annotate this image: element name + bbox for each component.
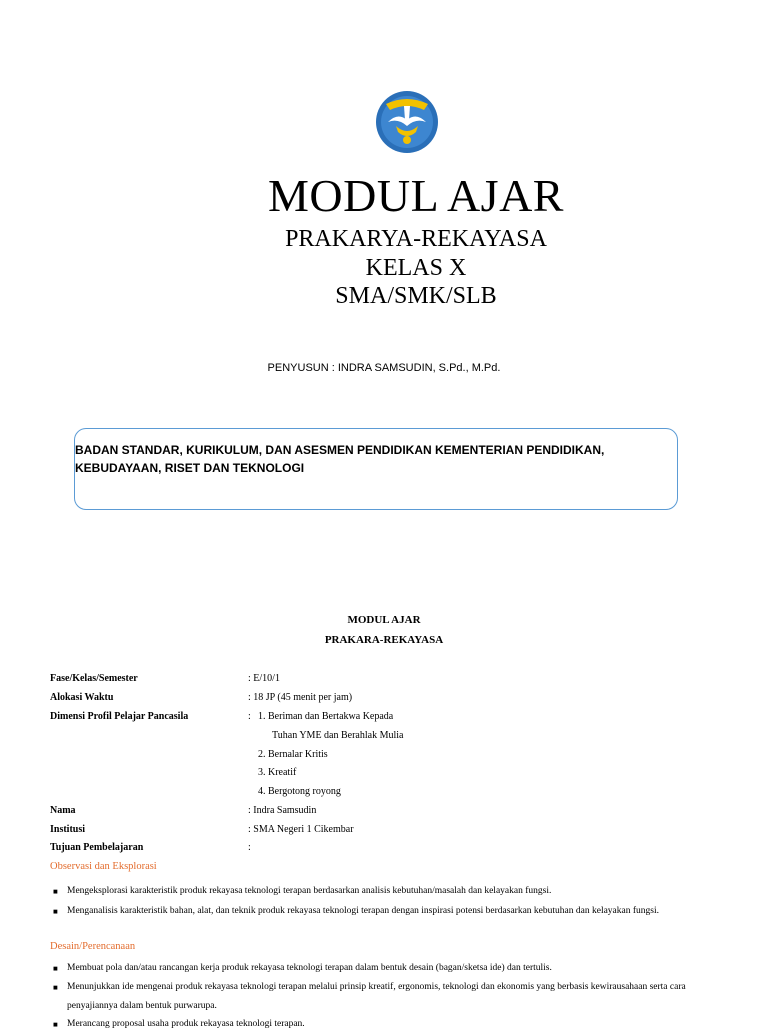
dimensi-label: Dimensi Profil Pelajar Pancasila xyxy=(50,711,189,722)
alokasi-label: Alokasi Waktu xyxy=(50,692,114,703)
bullet-item: Membuat pola dan/atau rancangan kerja produk rekayasa teknologi terapan dalam bentuk desain (bagan/sketsa ide) dan tertulis. xyxy=(67,963,552,973)
tujuan-value: : xyxy=(248,842,251,853)
cover-grade: KELAS X xyxy=(365,255,467,281)
cover-level: SMA/SMK/SLB xyxy=(335,283,497,309)
nama-label: Nama xyxy=(50,805,76,816)
bullet-item: Menganalisis karakteristik bahan, alat, dan teknik produk rekayasa teknologi terapan dengan inspirasi potensi berdasarkan kebutuhan dan kelayakan fungsi. xyxy=(67,906,659,916)
institution-text: BADAN STANDAR, KURIKULUM, DAN ASESMEN PENDIDIKAN KEMENTERIAN PENDIDIKAN, KEBUDAYAAN, RISET DAN TEKNOLOGI xyxy=(75,443,605,475)
alokasi-value: : 18 JP (45 menit per jam) xyxy=(248,692,353,703)
dimensi-item: 1. Beriman dan Bertakwa Kepada xyxy=(258,711,394,722)
fase-label: Fase/Kelas/Semester xyxy=(50,673,138,684)
institusi-value: : SMA Negeri 1 Cikembar xyxy=(248,824,354,835)
bullet-marker: ■ xyxy=(53,907,58,916)
dimensi-item: Tuhan YME dan Berahlak Mulia xyxy=(272,730,404,741)
cover-author: PENYUSUN : INDRA SAMSUDIN, S.Pd., M.Pd. xyxy=(267,362,501,374)
bullet-item: Mengeksplorasi karakteristik produk rekayasa teknologi terapan berdasarkan analisis kebutuhan/masalah dan kelayakan fungsi. xyxy=(67,886,552,896)
cover-title: MODUL AJAR xyxy=(268,170,564,221)
tut-wuri-handayani-logo xyxy=(374,90,440,154)
bullet-item: Merancang proposal usaha produk rekayasa teknologi terapan. xyxy=(67,1019,305,1029)
dimensi-item: 4. Bergotong royong xyxy=(258,786,341,797)
bullet-marker: ■ xyxy=(53,1020,58,1029)
cover-subject: PRAKARYA-REKAYASA xyxy=(285,226,547,252)
section-heading-observasi: Observasi dan Eksplorasi xyxy=(50,861,157,872)
dimensi-item: 2. Bernalar Kritis xyxy=(258,749,328,760)
nama-value: : Indra Samsudin xyxy=(248,805,317,816)
bullet-marker: ■ xyxy=(53,887,58,896)
section-heading-desain: Desain/Perencanaan xyxy=(50,941,136,952)
dimensi-item: 3. Kreatif xyxy=(258,767,297,778)
bullet-marker: ■ xyxy=(53,983,58,992)
institusi-label: Institusi xyxy=(50,824,86,835)
fase-value: : E/10/1 xyxy=(248,673,280,684)
doc-title: MODUL AJAR xyxy=(347,614,421,626)
bullet-marker: ■ xyxy=(53,964,58,973)
tujuan-label: Tujuan Pembelajaran xyxy=(50,842,144,853)
bullet-item: Menunjukkan ide mengenai produk rekayasa teknologi terapan melalui prinsip kreatif, ergonomis, teknologi dan ekonomis yang berbasis kewirausahaan serta cara penyajiannya dalam bentuk purwarupa. xyxy=(67,982,686,1011)
dimensi-colon: : xyxy=(248,711,251,722)
doc-subtitle: PRAKARA-REKAYASA xyxy=(324,634,444,646)
